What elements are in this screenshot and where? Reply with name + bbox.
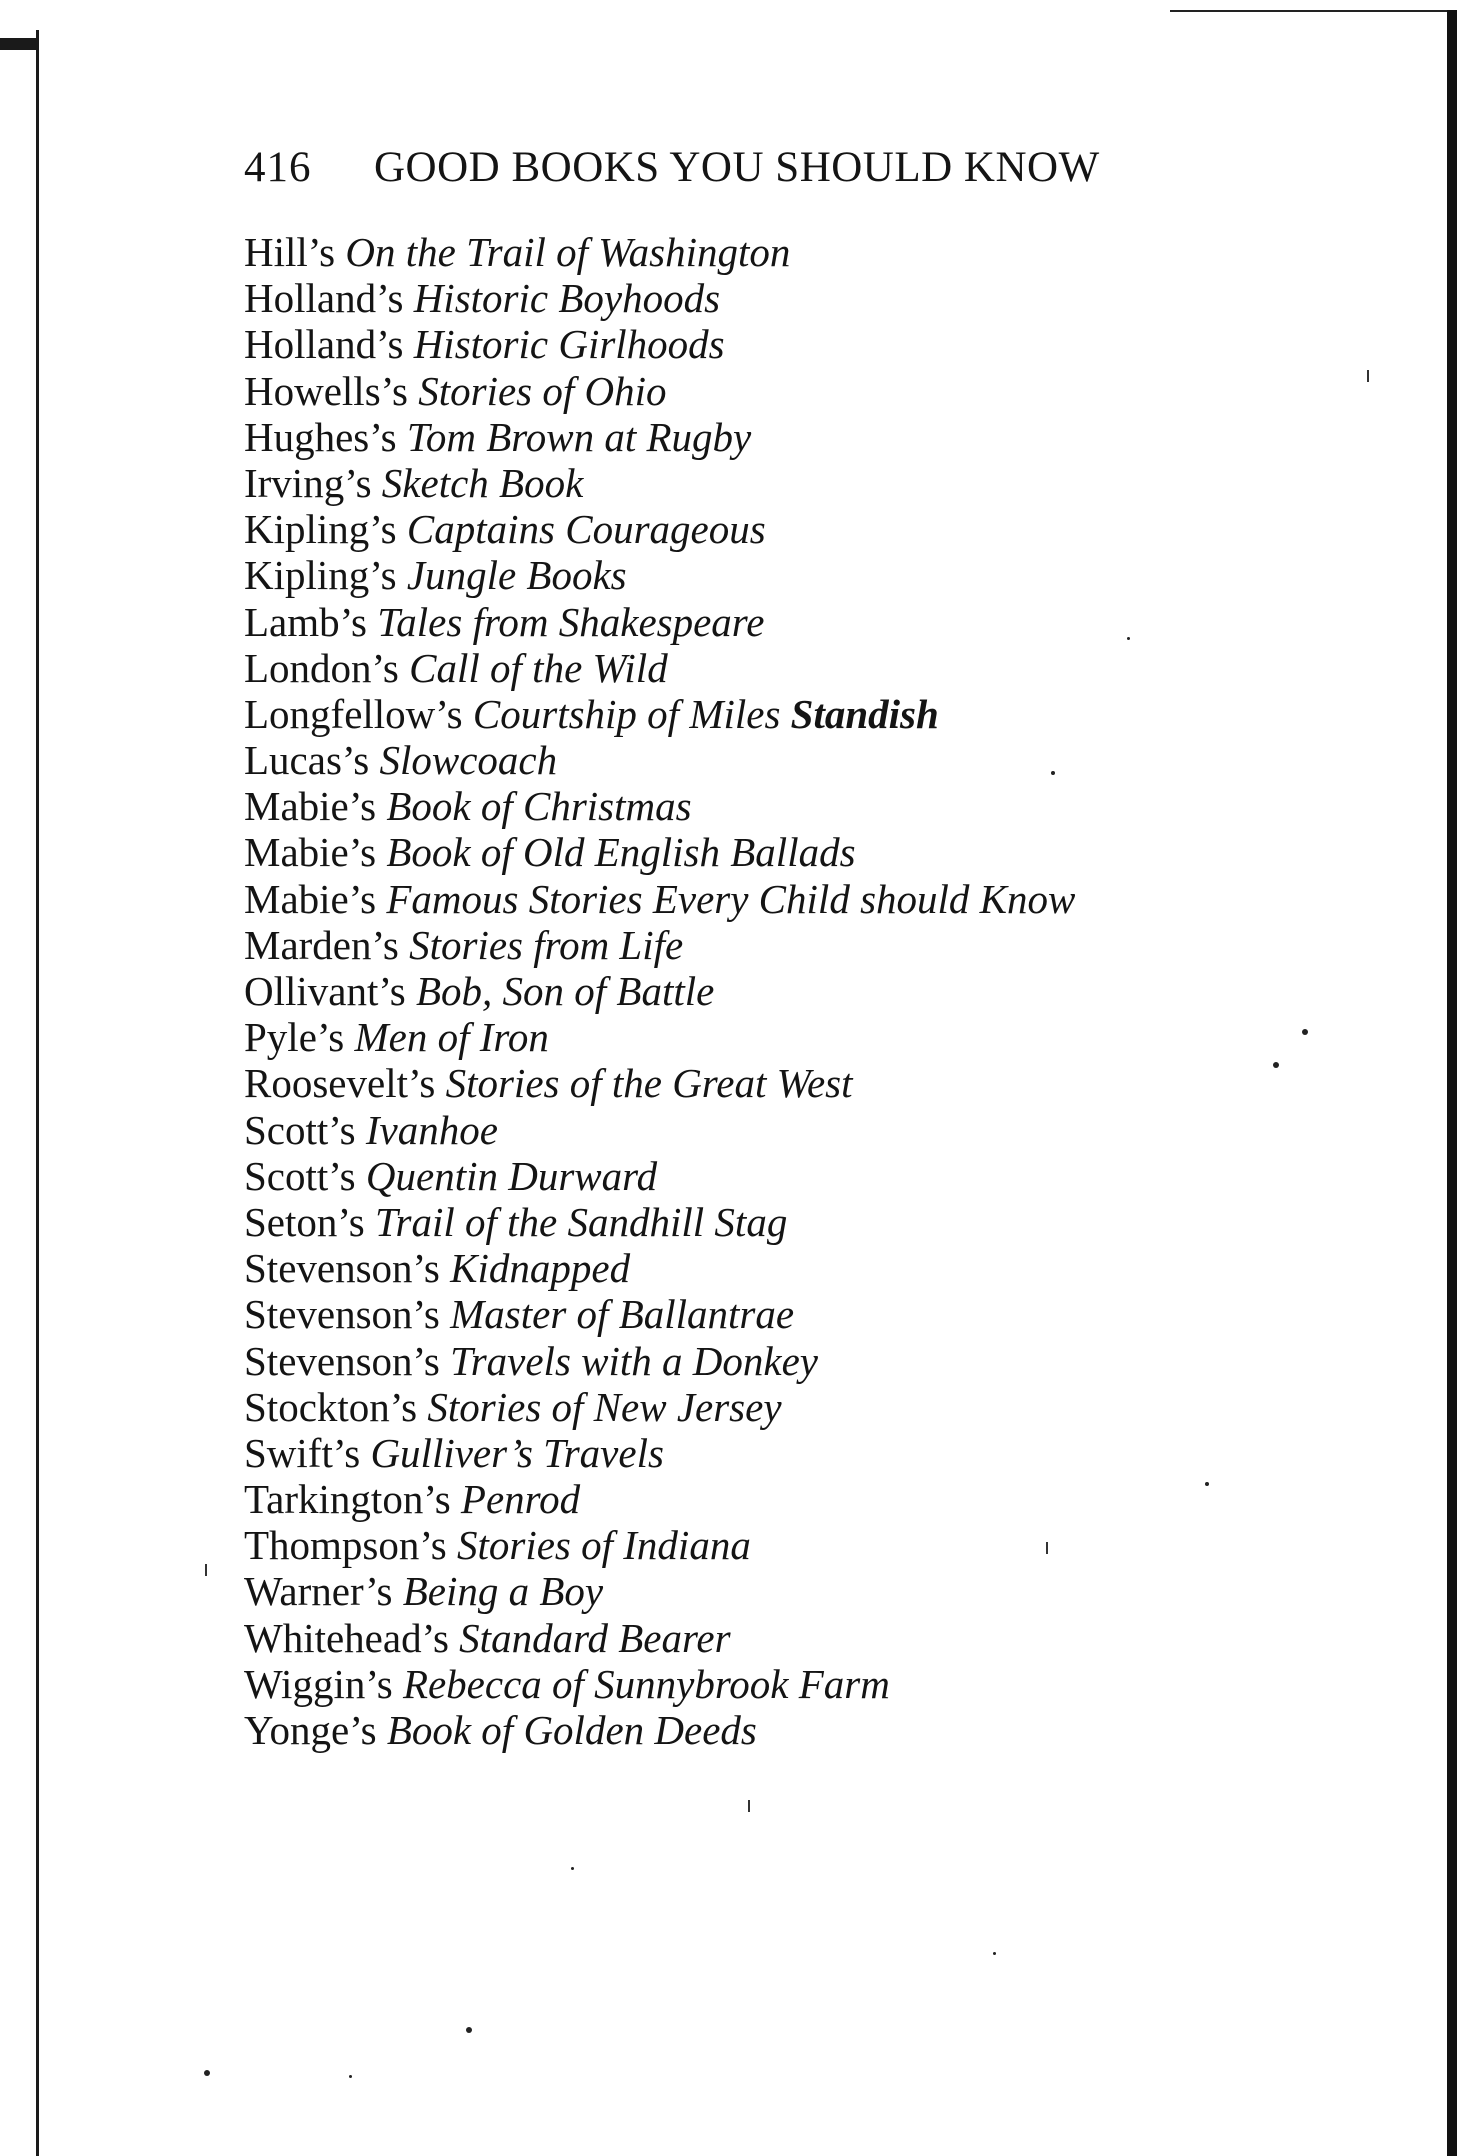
book-author: Warner’s xyxy=(244,1568,393,1615)
book-title: Travels with a Donkey xyxy=(450,1337,818,1384)
book-author: Hill’s xyxy=(244,229,336,275)
book-author: Stevenson’s xyxy=(244,1245,440,1292)
scan-speck xyxy=(349,2075,352,2078)
book-title: Famous Stories Every Child should Know xyxy=(386,875,1076,922)
book-title: Slowcoach xyxy=(379,737,558,784)
list-item xyxy=(244,229,1075,275)
book-title: Historic Girlhoods xyxy=(413,321,725,368)
list-item xyxy=(244,829,1075,875)
scan-speck xyxy=(204,2070,210,2076)
list-item xyxy=(244,1430,1075,1476)
book-title: Sketch Book xyxy=(381,459,584,506)
list-item xyxy=(244,1615,1075,1661)
scan-speck xyxy=(1273,1062,1279,1068)
book-title: Historic Boyhoods xyxy=(413,275,721,322)
scan-speck xyxy=(993,1952,996,1955)
book-author: Scott’s xyxy=(244,1106,356,1153)
scan-speck xyxy=(1127,637,1130,640)
list-item xyxy=(244,321,1075,367)
scan-edge-right xyxy=(1447,10,1457,2156)
book-author: Yonge’s xyxy=(244,1707,377,1753)
book-title: Book of Golden Deeds xyxy=(386,1707,757,1753)
scan-speck xyxy=(1205,1482,1209,1486)
list-item xyxy=(244,645,1075,691)
list-item xyxy=(244,1568,1075,1614)
book-author: Wiggin’s xyxy=(244,1660,393,1707)
list-item xyxy=(244,968,1075,1014)
book-title: Quentin Durward xyxy=(365,1152,658,1199)
book-title: Rebecca of Sunnybrook Farm xyxy=(402,1660,890,1707)
list-item xyxy=(244,783,1075,829)
scan-mark xyxy=(1367,370,1369,382)
book-title-tail: Standish xyxy=(790,690,939,737)
scan-edge-tab xyxy=(0,38,38,50)
list-item xyxy=(244,876,1075,922)
book-author: Holland’s xyxy=(244,275,404,322)
book-author: Roosevelt’s xyxy=(244,1060,436,1107)
page-header xyxy=(244,143,1244,193)
book-list xyxy=(244,229,1075,1753)
book-author: Holland’s xyxy=(244,321,404,368)
book-title: Stories of the Great West xyxy=(445,1060,853,1107)
book-author: Mabie’s xyxy=(244,783,377,830)
list-item xyxy=(244,506,1075,552)
page-number: 416 xyxy=(244,144,312,191)
book-title: Stories of Ohio xyxy=(418,367,667,414)
book-title: Call of the Wild xyxy=(409,644,668,691)
book-title: Being a Boy xyxy=(402,1568,604,1615)
list-item xyxy=(244,737,1075,783)
book-author: Ollivant’s xyxy=(244,968,406,1014)
book-title: Book of Christmas xyxy=(386,783,692,830)
book-title: Captains Courageous xyxy=(406,506,766,553)
book-title: Tales from Shakespeare xyxy=(377,598,765,645)
book-title: Tom Brown at Rugby xyxy=(406,413,752,460)
book-title: Stories of New Jersey xyxy=(427,1383,782,1430)
book-author: Stevenson’s xyxy=(244,1337,440,1384)
book-title: On the Trail of Washington xyxy=(345,229,791,275)
book-title: Stories from Life xyxy=(409,921,684,968)
list-item xyxy=(244,1014,1075,1060)
book-title: Stories of Indiana xyxy=(457,1522,751,1569)
book-title: Book of Old English Ballads xyxy=(386,829,856,876)
scan-mark xyxy=(748,1800,750,1812)
book-author: Howells’s xyxy=(244,367,408,414)
running-head: GOOD BOOKS YOU SHOULD KNOW xyxy=(374,144,1100,191)
book-author: Kipling’s xyxy=(244,506,397,553)
list-item xyxy=(244,1153,1075,1199)
book-author: Lucas’s xyxy=(244,737,370,784)
list-item xyxy=(244,1707,1075,1753)
list-item xyxy=(244,922,1075,968)
book-title: Gulliver’s Travels xyxy=(370,1429,664,1476)
book-author: Longfellow’s xyxy=(244,690,463,737)
book-author: Scott’s xyxy=(244,1152,356,1199)
book-author: Swift’s xyxy=(244,1429,361,1476)
book-author: Stockton’s xyxy=(244,1383,418,1430)
list-item xyxy=(244,414,1075,460)
book-author: Kipling’s xyxy=(244,552,397,599)
book-author: Mabie’s xyxy=(244,875,377,922)
list-item xyxy=(244,1107,1075,1153)
book-title: Standard Bearer xyxy=(459,1614,731,1661)
book-title: Master of Ballantrae xyxy=(450,1291,795,1338)
scan-speck xyxy=(466,2027,472,2033)
list-item xyxy=(244,275,1075,321)
book-author: Whitehead’s xyxy=(244,1614,449,1661)
list-item xyxy=(244,1199,1075,1245)
scan-mark xyxy=(205,1564,207,1576)
scan-edge-top xyxy=(1170,10,1455,12)
book-author: Lamb’s xyxy=(244,598,367,645)
list-item xyxy=(244,1522,1075,1568)
list-item xyxy=(244,1338,1075,1384)
book-title: Ivanhoe xyxy=(365,1106,498,1153)
scan-edge-left xyxy=(36,30,39,2156)
book-title: Jungle Books xyxy=(406,552,627,599)
book-author: Stevenson’s xyxy=(244,1291,440,1338)
list-item xyxy=(244,1384,1075,1430)
list-item xyxy=(244,368,1075,414)
list-item xyxy=(244,1476,1075,1522)
book-title: Trail of the Sandhill Stag xyxy=(375,1198,788,1245)
scan-speck xyxy=(1302,1029,1308,1035)
list-item xyxy=(244,552,1075,598)
book-author: Hughes’s xyxy=(244,413,397,460)
list-item xyxy=(244,1060,1075,1106)
book-title: Courtship of Miles xyxy=(472,690,781,737)
book-title: Penrod xyxy=(460,1476,581,1523)
book-title: Men of Iron xyxy=(354,1014,549,1061)
book-author: Mabie’s xyxy=(244,829,377,876)
book-author: Irving’s xyxy=(244,459,372,506)
list-item xyxy=(244,1291,1075,1337)
list-item xyxy=(244,1245,1075,1291)
book-title: Kidnapped xyxy=(450,1245,631,1292)
book-author: Tarkington’s xyxy=(244,1476,451,1523)
book-author: Pyle’s xyxy=(244,1014,345,1061)
book-author: Seton’s xyxy=(244,1198,365,1245)
list-item xyxy=(244,460,1075,506)
scan-speck xyxy=(571,1867,574,1870)
book-title: Bob, Son of Battle xyxy=(415,968,715,1014)
book-author: London’s xyxy=(244,644,399,691)
list-item xyxy=(244,691,1075,737)
book-author: Thompson’s xyxy=(244,1522,447,1569)
book-author: Marden’s xyxy=(244,921,399,968)
list-item xyxy=(244,1661,1075,1707)
list-item xyxy=(244,599,1075,645)
